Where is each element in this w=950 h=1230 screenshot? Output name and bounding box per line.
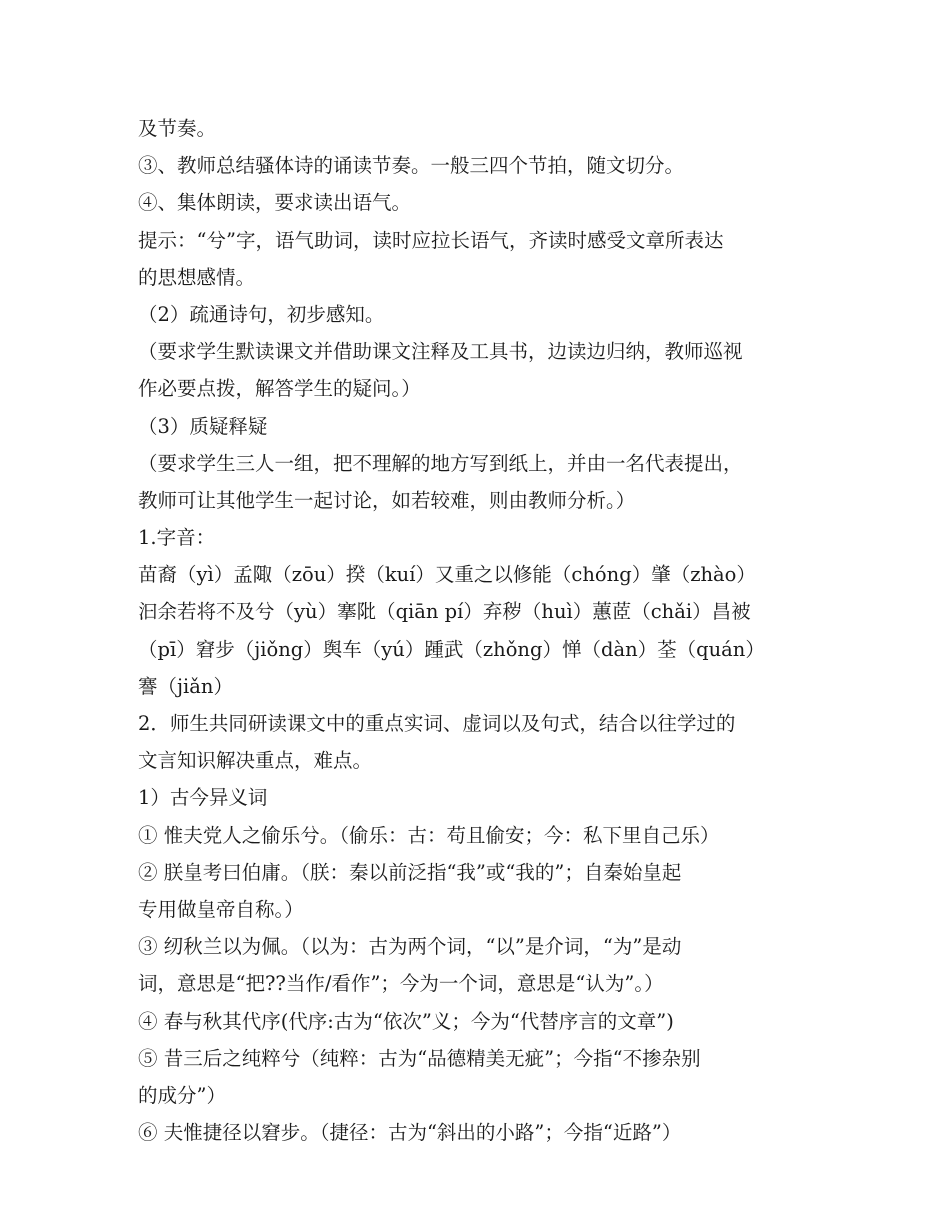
text-line: 词，意思是“把??当作/看作”；今为一个词，意思是“认为”。） — [138, 972, 664, 996]
text-line: 2．师生共同研读课文中的重点实词、虚词以及句式，结合以往学过的 — [138, 712, 736, 735]
text-line: 汩余若将不及兮（yù）搴阰（qiān pí）弃秽（huì）蕙茝（chǎi）昌被 — [138, 600, 751, 624]
text-line: 謇（jiǎn） — [138, 674, 233, 698]
text-line: 文言知识解决重点，难点。 — [138, 749, 373, 773]
text-line: （pī）窘步（jiǒng）舆车（yú）踵武（zhǒng）惮（dàn）荃（quán） — [138, 637, 765, 661]
text-line: ② 朕皇考曰伯庸。（朕：秦以前泛指“我”或“我的”；自秦始皇起 — [138, 860, 682, 884]
document-page — [138, 110, 818, 1151]
text-line: 作必要点拨，解答学生的疑问。） — [138, 377, 421, 401]
text-line: （2）疏通诗句，初步感知。 — [138, 302, 385, 326]
text-line: ④、集体朗读，要求读出语气。 — [138, 191, 412, 215]
text-line: 的思想感情。 — [138, 265, 256, 289]
text-line: ⑤ 昔三后之纯粹兮（纯粹：古为“品德精美无疵”；今指“不掺杂别 — [138, 1046, 701, 1070]
text-line: 1）古今异义词 — [138, 786, 268, 810]
text-line: ⑥ 夫惟捷径以窘步。（捷径：古为“斜出的小路”；今指“近路”） — [138, 1121, 682, 1145]
text-line: ④ 春与秋其代序(代序:古为“依次”义；今为“代替序言的文章”) — [138, 1009, 674, 1033]
text-line: 的成分”） — [138, 1083, 226, 1107]
text-line: 苗裔（yì）孟陬（zōu）揆（kuí）又重之以修能（chóng）肇（zhào） — [138, 563, 756, 587]
text-line: 1.字音： — [138, 526, 216, 550]
text-line: （3）质疑释疑 — [138, 414, 268, 438]
text-line: 提示：“兮”字，语气助词，读时应拉长语气，齐读时感受文章所表达 — [138, 228, 724, 252]
text-line: ③ 纫秋兰以为佩。（以为：古为两个词，“以”是介词，“为”是动 — [138, 935, 682, 959]
text-line: ③、教师总结骚体诗的诵读节奏。一般三四个节拍，随文切分。 — [138, 154, 685, 178]
text-line: ① 惟夫党人之偷乐兮。（偷乐：古：苟且偷安；今：私下里自己乐） — [138, 823, 720, 847]
text-line: 及节奏。 — [138, 117, 217, 140]
text-line: （要求学生默读课文并借助课文注释及工具书，边读边归纳，教师巡视 — [138, 340, 743, 364]
text-line: 专用做皇帝自称。） — [138, 897, 304, 921]
text-line: （要求学生三人一组，把不理解的地方写到纸上，并由一名代表提出， — [138, 451, 743, 475]
text-line: 教师可让其他学生一起讨论，如若较难，则由教师分析。） — [138, 488, 636, 512]
